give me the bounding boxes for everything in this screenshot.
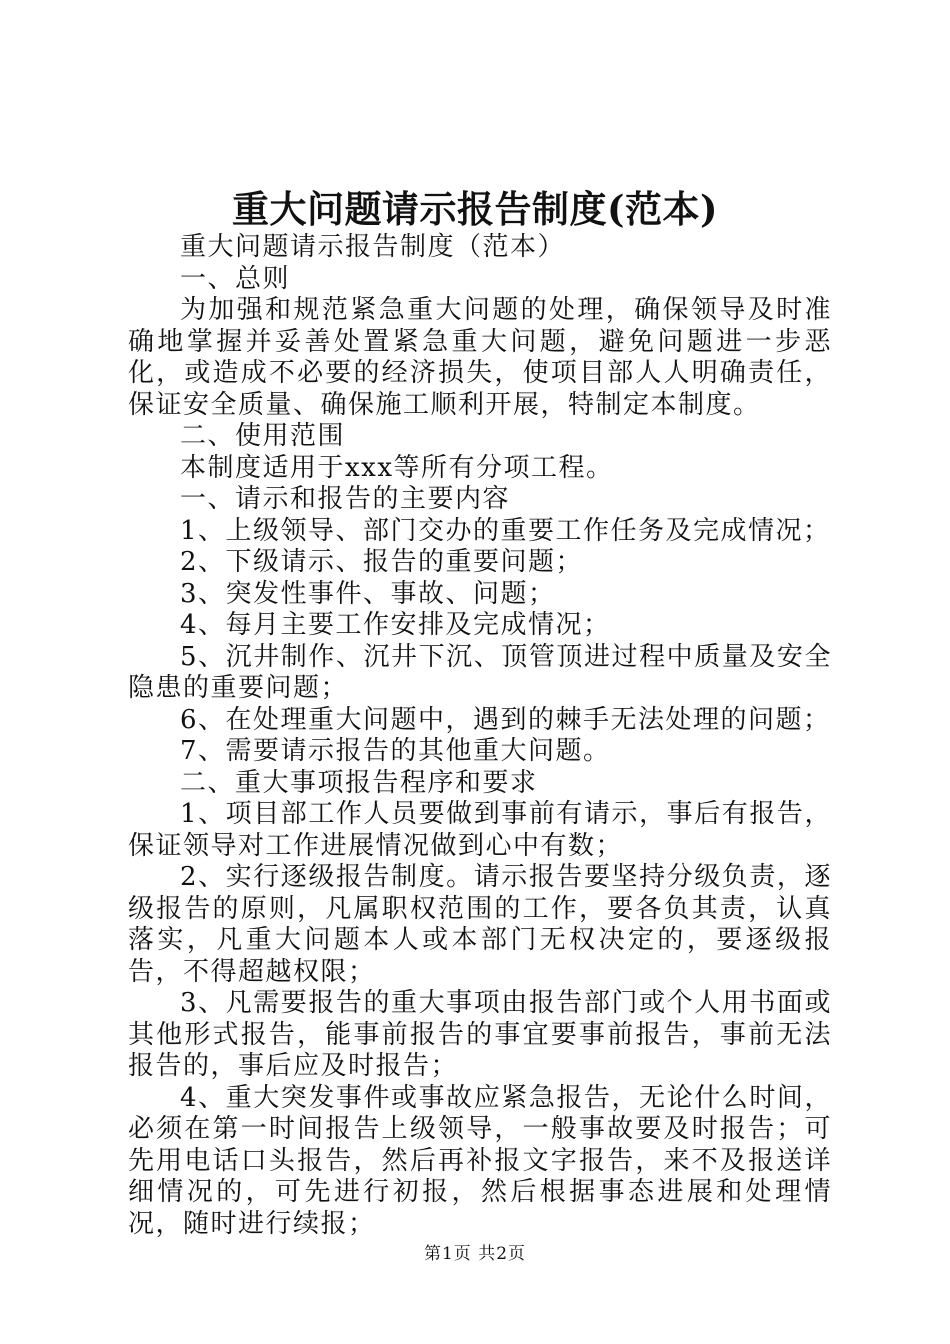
list-item: 4、重大突发事件或事故应紧急报告，无论什么时间，必须在第一时间报告上级领导，一般事故要及时报告；可先用电话口头报告，然后再补报文字报告，来不及报送详细情况的，可先进行初报，然后根据事态进展和处理情况，随时进行续报；	[128, 1082, 832, 1239]
subtitle-paragraph: 重大问题请示报告制度（范本）	[180, 232, 566, 262]
section-heading: 一、请示和报告的主要内容	[180, 484, 511, 514]
section-heading: 一、总则	[180, 263, 291, 294]
list-item: 3、凡需要报告的重大事项由报告部门或个人用书面或其他形式报告，能事前报告的事宜要事前报告，事前无法报告的，事后应及时报告；	[128, 988, 832, 1081]
list-item: 6、在处理重大问题中，遇到的棘手无法处理的问题；	[180, 704, 831, 735]
list-item: 7、需要请示报告的其他重大问题。	[180, 736, 611, 766]
document-title: 重大问题请示报告制度(范本)	[231, 187, 718, 231]
body-paragraph: 为加强和规范紧急重大问题的处理，确保领导及时准确地掌握并妥善处置紧急重大问题，避免问题进一步恶化，或造成不必要的经济损失，使项目部人人明确责任，保证安全质量、确保施工顺利开展，特制定本制度。	[128, 295, 832, 420]
list-item: 2、实行逐级报告制度。请示报告要坚持分级负责，逐级报告的原则，凡属职权范围的工作，要各负其责，认真落实，凡重大问题本人或本部门无权决定的，要逐级报告，不得超越权限；	[128, 862, 832, 987]
page-footer: 第1页 共2页	[423, 1244, 527, 1264]
list-item: 4、每月主要工作安排及完成情况；	[180, 610, 611, 640]
list-item: 1、项目部工作人员要做到事前有请示，事后有报告，保证领导对工作进展情况做到心中有数；	[128, 799, 832, 861]
section-heading: 二、使用范围	[180, 421, 346, 451]
list-item: 1、上级领导、部门交办的重要工作任务及完成情况；	[180, 515, 831, 546]
section-heading: 二、重大事项报告程序和要求	[180, 767, 538, 798]
body-paragraph: 本制度适用于xxx等所有分项工程。	[180, 452, 614, 483]
list-item: 2、下级请示、报告的重要问题；	[180, 547, 584, 577]
list-item: 3、突发性事件、事故、问题；	[180, 578, 556, 609]
document-body	[128, 232, 832, 1240]
list-item: 5、沉井制作、沉井下沉、顶管顶进过程中质量及安全隐患的重要问题；	[128, 641, 832, 703]
